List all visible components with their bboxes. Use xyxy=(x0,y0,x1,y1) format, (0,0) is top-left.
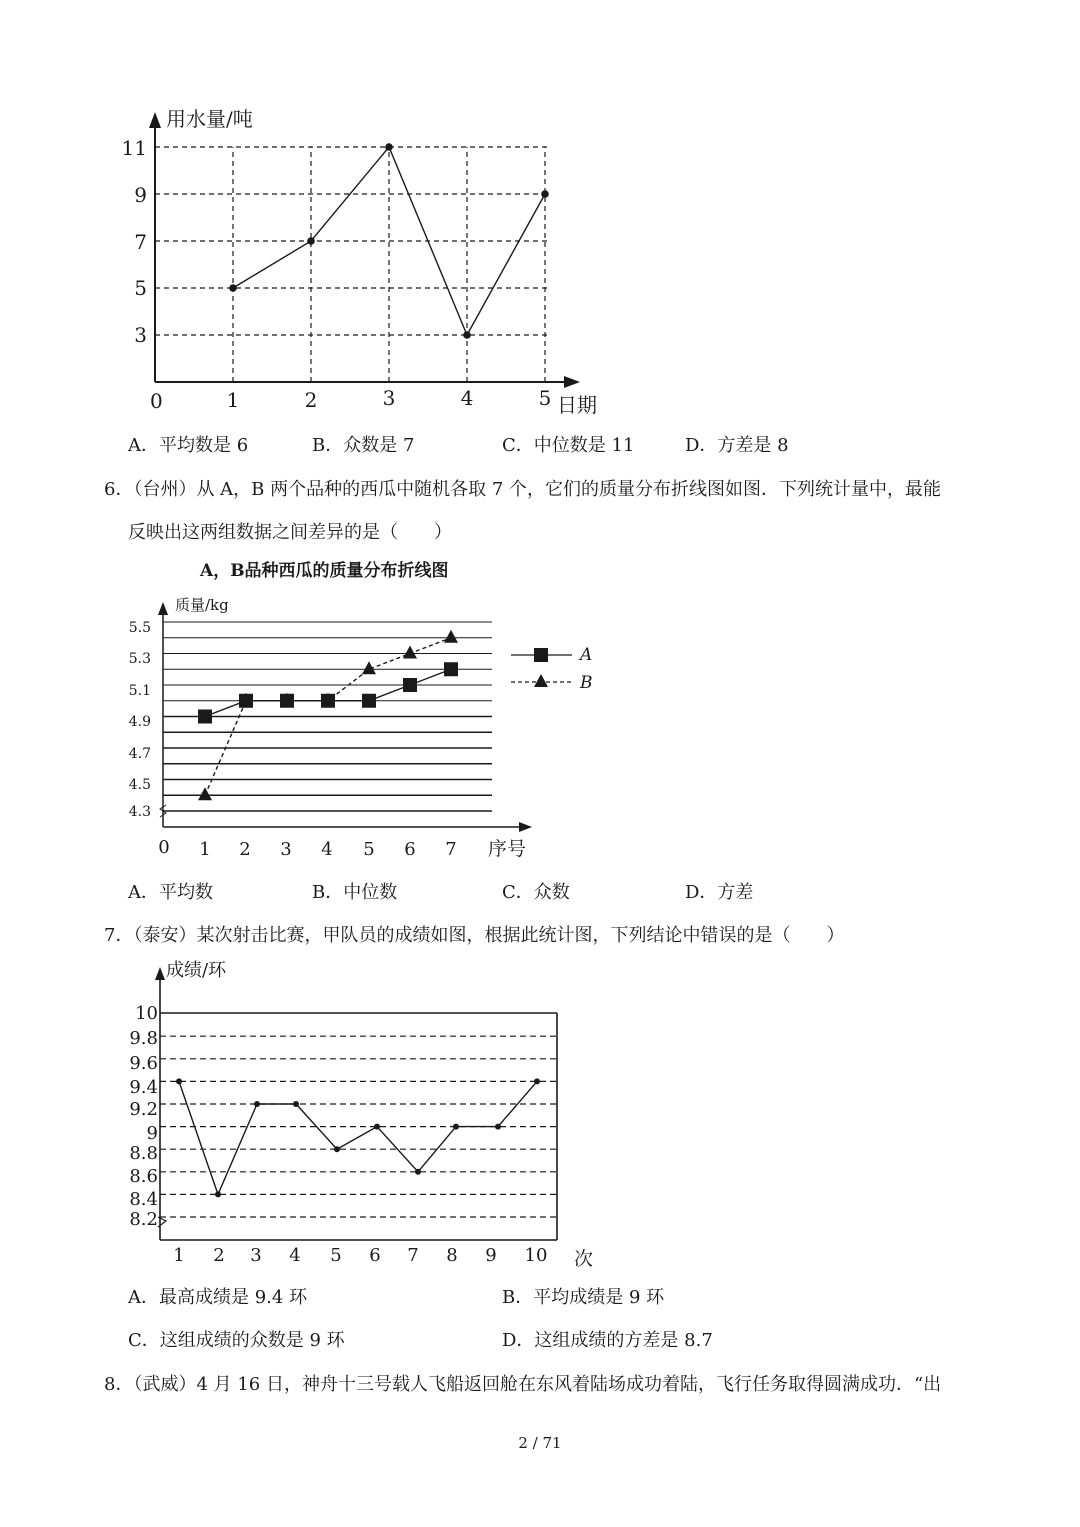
chart3-series xyxy=(176,1078,540,1197)
chart1-ytick: 7 xyxy=(134,230,147,254)
page-number: 2 / 71 xyxy=(518,1434,562,1452)
chart1-axes xyxy=(149,112,580,388)
x-axis-arrow-icon xyxy=(519,822,532,832)
chart2-legend xyxy=(511,645,593,693)
chart3-data-point xyxy=(453,1124,459,1130)
chart2-xtick-labels xyxy=(158,837,456,860)
chart2-title: A，B品种西瓜的质量分布折线图 xyxy=(200,561,449,581)
chart2-ytick: 5.1 xyxy=(128,683,151,699)
chart3-xtick: 4 xyxy=(289,1245,301,1266)
chart2-xtick: 2 xyxy=(239,839,251,860)
chart1-data-point xyxy=(307,237,315,245)
chart3-xlabel: 次 xyxy=(574,1248,594,1270)
chart3-ytick: 9.2 xyxy=(129,1099,158,1120)
chart2-series xyxy=(198,630,458,801)
chart2-xtick: 7 xyxy=(445,839,457,860)
chart2-xtick: 1 xyxy=(199,839,211,860)
chart3-ylabel: 成绩/环 xyxy=(166,960,227,981)
chart3-xtick: 5 xyxy=(330,1245,342,1266)
chart1-ytick: 3 xyxy=(134,323,147,347)
chart1-ytick-labels xyxy=(122,136,147,347)
chart3-xtick: 2 xyxy=(213,1245,225,1266)
chart1-grid xyxy=(155,147,547,382)
q7-option-c: C．这组成绩的众数是 9 环 xyxy=(128,1330,345,1351)
chart3-series-line xyxy=(179,1081,537,1194)
chart3-xtick: 3 xyxy=(250,1245,262,1266)
chart3-data-point xyxy=(534,1078,540,1084)
chart1-xtick: 2 xyxy=(304,388,318,412)
q6-text-line2: 反映出这两组数据之间差异的是（ ） xyxy=(128,522,452,543)
chart3-ytick: 9.6 xyxy=(129,1053,158,1074)
chart1-origin: 0 xyxy=(150,389,163,413)
x-axis-arrow-icon xyxy=(564,376,580,388)
chart2-ylabel: 质量/kg xyxy=(175,596,229,614)
legend-label-b: B xyxy=(580,673,593,693)
chart1-data-point xyxy=(463,331,471,339)
chart2-a-square-marker xyxy=(198,710,212,724)
q6-option-b: B．中位数 xyxy=(312,882,398,903)
chart3-xtick: 6 xyxy=(369,1245,381,1266)
chart3-ytick: 8.2 xyxy=(129,1209,158,1230)
y-axis-arrow-icon xyxy=(149,112,161,128)
chart3-data-point xyxy=(176,1078,182,1084)
chart1-ytick: 11 xyxy=(121,136,147,160)
chart2-xtick: 3 xyxy=(280,839,292,860)
chart1-data-point xyxy=(229,284,237,292)
chart2-ytick: 5.3 xyxy=(128,651,151,667)
chart1-xtick: 5 xyxy=(538,386,552,410)
y-axis-arrow-icon xyxy=(158,602,168,615)
y-axis-arrow-icon xyxy=(155,967,165,980)
q5-option-b: B．众数是 7 xyxy=(312,435,415,456)
chart2-a-square-marker xyxy=(444,662,458,676)
watermelon-mass-line-chart xyxy=(0,555,640,870)
q6-option-d: D．方差 xyxy=(685,882,754,903)
chart2-xlabel: 序号 xyxy=(488,838,527,860)
chart3-ytick: 9.4 xyxy=(129,1077,158,1098)
q5-option-c: C．中位数是 11 xyxy=(502,435,635,456)
chart3-ytick: 8.6 xyxy=(129,1166,158,1187)
chart3-ytick-labels xyxy=(129,1003,158,1230)
water-usage-line-chart xyxy=(0,0,620,430)
chart2-ytick: 4.5 xyxy=(128,777,151,793)
chart1-xlabel: 日期 xyxy=(557,393,597,417)
chart1-ytick: 5 xyxy=(134,276,147,300)
chart3-data-point xyxy=(334,1146,340,1152)
chart3-ytick: 9.8 xyxy=(129,1028,158,1049)
chart3-xtick: 1 xyxy=(173,1245,185,1266)
chart3-data-point xyxy=(254,1101,260,1107)
chart3-xtick: 10 xyxy=(524,1245,548,1266)
chart3-xtick-labels xyxy=(173,1245,547,1266)
chart2-a-square-marker xyxy=(362,694,376,708)
legend-square-icon xyxy=(534,648,548,662)
chart2-xtick: 6 xyxy=(404,839,416,860)
q5-option-d: D．方差是 8 xyxy=(685,435,789,456)
chart3-data-point xyxy=(215,1191,221,1197)
chart2-b-triangle-marker xyxy=(403,646,417,659)
q7-text-line1: 7．（泰安）某次射击比赛，甲队员的成绩如图，根据此统计图，下列结论中错误的是（ ） xyxy=(104,925,845,946)
chart1-ylabel: 用水量/吨 xyxy=(166,107,253,131)
chart3-xtick: 7 xyxy=(407,1245,419,1266)
chart2-ytick-labels xyxy=(129,620,151,820)
chart1-xtick-labels xyxy=(227,386,552,412)
chart3-xtick: 8 xyxy=(446,1245,458,1266)
legend-triangle-icon xyxy=(534,674,548,687)
q7-option-a: A．最高成绩是 9.4 环 xyxy=(128,1287,308,1308)
chart1-xtick: 4 xyxy=(460,386,474,410)
chart2-ytick: 5.5 xyxy=(128,620,151,636)
q6-option-c: C．众数 xyxy=(502,882,570,903)
shooting-score-line-chart xyxy=(0,955,620,1275)
q8-text-line1: 8．（武威）4 月 16 日，神舟十三号载人飞船返回舱在东风着陆场成功着陆，飞行任务取得圆满成功．“出 xyxy=(104,1374,942,1395)
chart2-ytick: 4.7 xyxy=(128,746,151,762)
chart3-data-point xyxy=(495,1124,501,1130)
q5-option-a: A．平均数是 6 xyxy=(128,435,249,456)
chart2-ytick: 4.3 xyxy=(128,804,151,820)
chart1-data-point xyxy=(541,190,549,198)
chart1-ytick: 9 xyxy=(134,183,147,207)
q6-option-a: A．平均数 xyxy=(128,882,213,903)
chart2-xtick: 5 xyxy=(363,839,375,860)
chart1-xtick: 3 xyxy=(382,386,396,410)
q6-text-line1: 6．（台州）从 A，B 两个品种的西瓜中随机各取 7 个，它们的质量分布折线图如图．下列统计量中，最能 xyxy=(104,479,942,500)
chart2-origin: 0 xyxy=(158,837,170,858)
chart3-data-point xyxy=(293,1101,299,1107)
chart2-grid xyxy=(163,622,492,811)
q7-option-b: B．平均成绩是 9 环 xyxy=(502,1287,665,1308)
chart3-ytick: 8.4 xyxy=(129,1189,158,1210)
chart1-data-point xyxy=(385,143,393,151)
chart3-ytick: 8.8 xyxy=(129,1143,158,1164)
legend-label-a: A xyxy=(580,645,593,665)
chart3-xtick: 9 xyxy=(485,1245,497,1266)
chart3-data-point xyxy=(415,1169,421,1175)
chart2-b-triangle-marker xyxy=(444,630,458,643)
chart3-data-point xyxy=(374,1124,380,1130)
chart2-a-square-marker xyxy=(403,678,417,692)
chart2-ytick: 4.9 xyxy=(128,714,151,730)
chart3-ytick: 10 xyxy=(135,1003,158,1024)
chart2-xtick: 4 xyxy=(321,839,333,860)
chart1-xtick: 1 xyxy=(226,388,240,412)
q7-option-d: D．这组成绩的方差是 8.7 xyxy=(502,1330,713,1351)
chart2-b-triangle-marker xyxy=(198,787,212,800)
chart3-ytick: 9 xyxy=(146,1123,158,1144)
